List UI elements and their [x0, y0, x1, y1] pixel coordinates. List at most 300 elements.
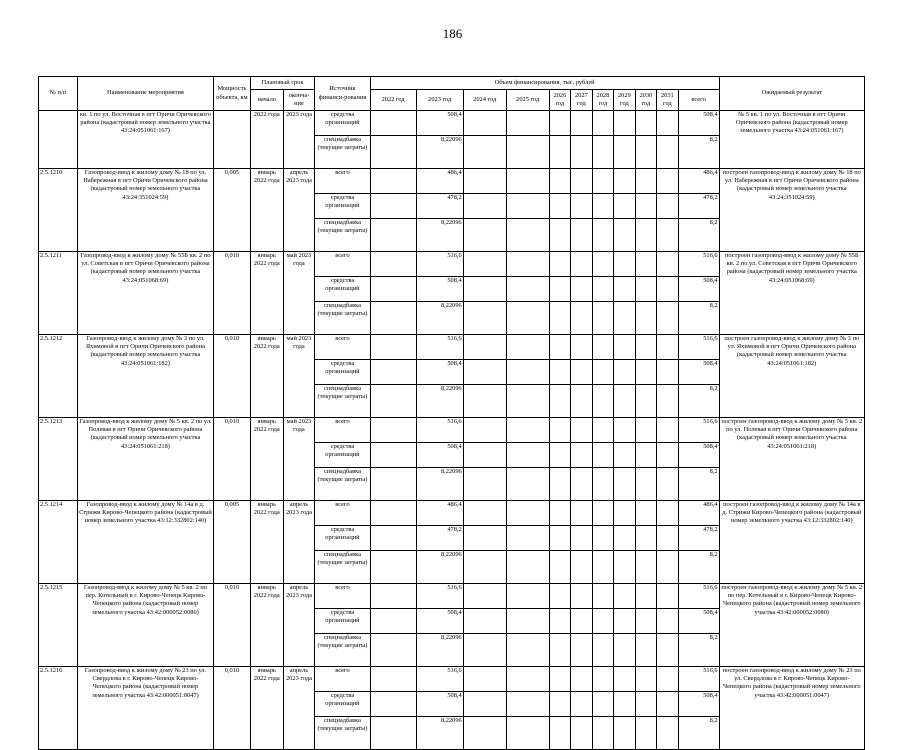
- table-row: [39, 584, 865, 609]
- year-value-cell: [635, 634, 656, 667]
- year-value-cell: [592, 169, 613, 194]
- year-value-cell: [635, 717, 656, 750]
- row-source: спецнадбавка (текущие затраты): [315, 219, 370, 252]
- total-value-cell: 508,4: [678, 111, 719, 136]
- year-value-cell: [635, 302, 656, 335]
- year-value-cell: [506, 551, 549, 584]
- year-value-cell: [657, 418, 678, 443]
- year-value-cell: 486,4: [416, 169, 463, 194]
- year-value-cell: [592, 302, 613, 335]
- year-value-cell: 8,22096: [416, 136, 463, 169]
- row-result: построен газопровод-ввод к жилому дому № 3 по ул. Яхимовой в пгт Оричи Оричевского района (кадастровый номер земельного участка 43:24:051061:182): [719, 335, 864, 418]
- year-value-cell: [592, 418, 613, 443]
- table-row: [39, 335, 865, 360]
- year-value-cell: [614, 219, 635, 252]
- year-value-cell: [549, 136, 570, 169]
- year-value-cell: 8,22096: [416, 634, 463, 667]
- year-value-cell: [463, 277, 506, 302]
- year-value-cell: [370, 111, 416, 136]
- row-name: Газопровод-ввод к жилому дому № 55Б кв. 2 по ул. Советская в пгт Оричи Оричевского района (кадастровый номер земельного участка 43:24:051068:69): [77, 252, 213, 335]
- year-value-cell: [506, 111, 549, 136]
- row-source: средства организаций: [315, 360, 370, 385]
- year-value-cell: [657, 468, 678, 501]
- year-value-cell: [370, 194, 416, 219]
- total-value-cell: 8,2: [678, 717, 719, 750]
- row-source: средства организаций: [315, 194, 370, 219]
- year-value-cell: [370, 634, 416, 667]
- year-value-cell: [592, 634, 613, 667]
- year-value-cell: [463, 360, 506, 385]
- year-value-cell: [635, 136, 656, 169]
- row-end: апрель 2023 года: [283, 169, 315, 252]
- year-value-cell: [463, 136, 506, 169]
- table-row: [39, 252, 865, 277]
- year-value-cell: [549, 277, 570, 302]
- row-source: спецнадбавка (текущие затраты): [315, 717, 370, 750]
- year-value-cell: [506, 194, 549, 219]
- total-value-cell: 486,4: [678, 169, 719, 194]
- row-source: всего: [315, 169, 370, 194]
- year-value-cell: [549, 526, 570, 551]
- year-value-cell: 8,22096: [416, 717, 463, 750]
- header-year: 2023 год: [416, 90, 463, 111]
- year-value-cell: [657, 136, 678, 169]
- header-year: 2025 год: [506, 90, 549, 111]
- row-name: кв. 1 по ул. Восточная в пгт Оричи Оричевского района (кадастровый номер земельного участка 43:24:051061:167): [77, 111, 213, 169]
- year-value-cell: [657, 667, 678, 692]
- header-result: Ожидаемый результат: [719, 77, 864, 111]
- year-value-cell: [463, 194, 506, 219]
- header-year: 2028 год: [592, 90, 613, 111]
- table-row: [39, 501, 865, 526]
- year-value-cell: [463, 443, 506, 468]
- year-value-cell: [635, 252, 656, 277]
- year-value-cell: [506, 526, 549, 551]
- total-value-cell: 508,4: [678, 277, 719, 302]
- year-value-cell: [592, 526, 613, 551]
- header-end: оконча-ние: [283, 90, 315, 111]
- row-end: 2023 года: [283, 111, 315, 169]
- year-value-cell: [614, 418, 635, 443]
- year-value-cell: [463, 111, 506, 136]
- year-value-cell: [549, 111, 570, 136]
- row-end: апрель 2023 года: [283, 584, 315, 667]
- year-value-cell: [657, 277, 678, 302]
- row-num: 2.5.1216: [39, 667, 78, 750]
- row-source: всего: [315, 252, 370, 277]
- year-value-cell: [657, 551, 678, 584]
- year-value-cell: [592, 360, 613, 385]
- year-value-cell: [657, 335, 678, 360]
- year-value-cell: [635, 418, 656, 443]
- year-value-cell: [571, 551, 592, 584]
- year-value-cell: [635, 111, 656, 136]
- year-value-cell: [571, 136, 592, 169]
- year-value-cell: [506, 335, 549, 360]
- year-value-cell: [657, 609, 678, 634]
- year-value-cell: [506, 634, 549, 667]
- year-value-cell: [571, 418, 592, 443]
- year-value-cell: [370, 526, 416, 551]
- year-value-cell: [549, 443, 570, 468]
- year-value-cell: [463, 667, 506, 692]
- row-start: январь 2022 года: [250, 335, 283, 418]
- year-value-cell: [463, 468, 506, 501]
- year-value-cell: [549, 501, 570, 526]
- year-value-cell: [549, 468, 570, 501]
- total-value-cell: 508,4: [678, 360, 719, 385]
- row-result: построен газопровод-ввод к жилому дому № 55Б кв. 2 по ул. Советская в пгт Оричи Оричевского района (кадастровый номер земельного участка 43:24:051068:69): [719, 252, 864, 335]
- row-end: май 2023 года: [283, 252, 315, 335]
- row-source: всего: [315, 335, 370, 360]
- row-num: 2.5.1215: [39, 584, 78, 667]
- year-value-cell: [635, 584, 656, 609]
- year-value-cell: [614, 277, 635, 302]
- row-result: № 5 кв. 1 по ул. Восточная в пгт Оричи Оричевского района (кадастровый номер земельного участка 43:24:051061:167): [719, 111, 864, 169]
- year-value-cell: [549, 717, 570, 750]
- row-source: средства организаций: [315, 443, 370, 468]
- year-value-cell: [506, 302, 549, 335]
- year-value-cell: [506, 360, 549, 385]
- year-value-cell: [592, 111, 613, 136]
- year-value-cell: [614, 194, 635, 219]
- year-value-cell: [370, 360, 416, 385]
- year-value-cell: [614, 302, 635, 335]
- year-value-cell: [571, 194, 592, 219]
- year-value-cell: [614, 501, 635, 526]
- row-result: построен газопровод-ввод к жилому дому № 14а в д. Стрижи Кирово-Чепецкого района (кадастровый номер земельного участка 43:12:332802:140): [719, 501, 864, 584]
- year-value-cell: [592, 667, 613, 692]
- year-value-cell: [657, 169, 678, 194]
- year-value-cell: [657, 692, 678, 717]
- table-header: [39, 77, 865, 111]
- row-name: Газопровод-ввод к жилому дому № 18 по ул. Набережная в пгт Оричи Оричевского района (кадастровый номер земельного участка 43:24:351024:59): [77, 169, 213, 252]
- year-value-cell: [463, 335, 506, 360]
- total-value-cell: 516,6: [678, 418, 719, 443]
- year-value-cell: [549, 252, 570, 277]
- year-value-cell: 508,4: [416, 443, 463, 468]
- year-value-cell: [614, 252, 635, 277]
- year-value-cell: [657, 111, 678, 136]
- row-num: 2.5.1214: [39, 501, 78, 584]
- year-value-cell: [370, 584, 416, 609]
- year-value-cell: [592, 551, 613, 584]
- year-value-cell: [506, 169, 549, 194]
- row-source: средства организаций: [315, 111, 370, 136]
- total-value-cell: 478,2: [678, 194, 719, 219]
- year-value-cell: [635, 609, 656, 634]
- year-value-cell: [463, 219, 506, 252]
- year-value-cell: [571, 692, 592, 717]
- year-value-cell: [571, 443, 592, 468]
- year-value-cell: [549, 609, 570, 634]
- year-value-cell: [571, 667, 592, 692]
- year-value-cell: [614, 443, 635, 468]
- row-source: всего: [315, 667, 370, 692]
- row-name: Газопровод-ввод к жилому дому № 3 по ул. Яхимовой в пгт Оричи Оричевского района (кадастровый номер земельного участка 43:24:051061:182): [77, 335, 213, 418]
- page-number: 186: [442, 26, 463, 41]
- total-value-cell: 8,2: [678, 302, 719, 335]
- total-value-cell: 478,2: [678, 526, 719, 551]
- year-value-cell: [463, 692, 506, 717]
- row-source: спецнадбавка (текущие затраты): [315, 468, 370, 501]
- year-value-cell: [592, 277, 613, 302]
- row-source: спецнадбавка (текущие затраты): [315, 385, 370, 418]
- year-value-cell: [549, 584, 570, 609]
- year-value-cell: [592, 609, 613, 634]
- year-value-cell: [614, 692, 635, 717]
- year-value-cell: [614, 634, 635, 667]
- year-value-cell: [506, 609, 549, 634]
- year-value-cell: 508,4: [416, 609, 463, 634]
- year-value-cell: [614, 136, 635, 169]
- year-value-cell: [463, 526, 506, 551]
- year-value-cell: [571, 335, 592, 360]
- year-value-cell: [592, 501, 613, 526]
- year-value-cell: [571, 385, 592, 418]
- year-value-cell: [614, 667, 635, 692]
- row-start: январь 2022 года: [250, 252, 283, 335]
- year-value-cell: [657, 360, 678, 385]
- year-value-cell: [370, 277, 416, 302]
- table-row: [39, 169, 865, 194]
- year-value-cell: [635, 169, 656, 194]
- row-num: 2.5.1210: [39, 169, 78, 252]
- year-value-cell: [657, 302, 678, 335]
- row-capacity: 0,010: [214, 335, 251, 418]
- year-value-cell: [635, 468, 656, 501]
- row-start: январь 2022 года: [250, 667, 283, 750]
- year-value-cell: [506, 468, 549, 501]
- year-value-cell: [614, 717, 635, 750]
- row-num: [39, 111, 78, 169]
- row-result: построен газопровод-ввод к жилому дому № 5 кв. 2 по ул. Полевая в пгт Оричи Оричевского района (кадастровый номер земельного участка 43:24:051061:218): [719, 418, 864, 501]
- year-value-cell: [571, 277, 592, 302]
- row-start: январь 2022 года: [250, 418, 283, 501]
- year-value-cell: [463, 609, 506, 634]
- year-value-cell: 508,4: [416, 111, 463, 136]
- row-capacity: 0,005: [214, 501, 251, 584]
- year-value-cell: 8,22096: [416, 551, 463, 584]
- year-value-cell: [506, 501, 549, 526]
- table-body: [39, 111, 865, 750]
- year-value-cell: [370, 551, 416, 584]
- year-value-cell: [571, 609, 592, 634]
- year-value-cell: [549, 385, 570, 418]
- header-source: Источник финанси-рования: [315, 77, 370, 111]
- total-value-cell: 516,6: [678, 252, 719, 277]
- total-value-cell: 508,4: [678, 609, 719, 634]
- year-value-cell: 508,4: [416, 360, 463, 385]
- year-value-cell: [657, 385, 678, 418]
- table-row: [39, 418, 865, 443]
- year-value-cell: [614, 468, 635, 501]
- year-value-cell: [657, 526, 678, 551]
- year-value-cell: [592, 584, 613, 609]
- year-value-cell: [592, 717, 613, 750]
- year-value-cell: [549, 418, 570, 443]
- year-value-cell: [370, 335, 416, 360]
- year-value-cell: [614, 551, 635, 584]
- year-value-cell: [370, 302, 416, 335]
- year-value-cell: [592, 136, 613, 169]
- year-value-cell: [370, 717, 416, 750]
- year-value-cell: [657, 634, 678, 667]
- row-name: Газопровод-ввод к жилому дому № 23 по ул. Свердлова в г. Кирово-Чепецк Кирово-Чепецкого района (кадастровый номер земельного участка 43:42:000051:0047): [77, 667, 213, 750]
- year-value-cell: [571, 584, 592, 609]
- total-value-cell: 508,4: [678, 692, 719, 717]
- year-value-cell: 516,6: [416, 584, 463, 609]
- year-value-cell: [506, 385, 549, 418]
- row-capacity: 0,010: [214, 584, 251, 667]
- header-capacity: Мощность объекта, км: [214, 77, 251, 111]
- year-value-cell: [635, 219, 656, 252]
- year-value-cell: [635, 335, 656, 360]
- header-total: всего: [678, 90, 719, 111]
- year-value-cell: [463, 302, 506, 335]
- year-value-cell: 8,22096: [416, 302, 463, 335]
- year-value-cell: [370, 501, 416, 526]
- year-value-cell: [657, 194, 678, 219]
- table-row: [39, 667, 865, 692]
- year-value-cell: [571, 111, 592, 136]
- row-result: построен газопровод-ввод к жилому дому № 18 по ул. Набережная в пгт Оричи Оричевского района (кадастровый номер земельного участка 43:24:351024:59): [719, 169, 864, 252]
- year-value-cell: [463, 634, 506, 667]
- year-value-cell: [657, 252, 678, 277]
- row-result: построен газопровод-ввод к жилому дому № 23 по ул. Свердлова в г. Кирово-Чепецк Кирово-Чепецкого района (кадастровый номер земельного участка 43:42:000051:0047): [719, 667, 864, 750]
- year-value-cell: [571, 717, 592, 750]
- year-value-cell: 486,4: [416, 501, 463, 526]
- year-value-cell: [370, 418, 416, 443]
- year-value-cell: [506, 443, 549, 468]
- header-start: начало: [250, 90, 283, 111]
- year-value-cell: [370, 468, 416, 501]
- total-value-cell: 8,2: [678, 551, 719, 584]
- year-value-cell: [506, 717, 549, 750]
- year-value-cell: 516,6: [416, 418, 463, 443]
- year-value-cell: [549, 194, 570, 219]
- row-name: Газопровод-ввод к жилому дому № 14а в д. Стрижи Кирово-Чепецкого района (кадастровый номер земельного участка 43:12:332802:140): [77, 501, 213, 584]
- year-value-cell: [506, 219, 549, 252]
- year-value-cell: 516,6: [416, 667, 463, 692]
- year-value-cell: [571, 468, 592, 501]
- year-value-cell: [370, 443, 416, 468]
- row-end: май 2023 года: [283, 418, 315, 501]
- year-value-cell: [635, 667, 656, 692]
- year-value-cell: 8,22096: [416, 219, 463, 252]
- year-value-cell: [614, 111, 635, 136]
- header-year: 2031 год: [657, 90, 678, 111]
- year-value-cell: [549, 692, 570, 717]
- year-value-cell: [549, 360, 570, 385]
- year-value-cell: [506, 277, 549, 302]
- row-start: 2022 года: [250, 111, 283, 169]
- year-value-cell: [571, 360, 592, 385]
- year-value-cell: [571, 252, 592, 277]
- year-value-cell: 508,4: [416, 692, 463, 717]
- year-value-cell: [571, 501, 592, 526]
- year-value-cell: 478,2: [416, 526, 463, 551]
- year-value-cell: [463, 418, 506, 443]
- year-value-cell: [571, 169, 592, 194]
- row-source: всего: [315, 501, 370, 526]
- row-source: спецнадбавка (текущие затраты): [315, 551, 370, 584]
- financing-table: [38, 76, 865, 750]
- year-value-cell: [370, 219, 416, 252]
- year-value-cell: [635, 692, 656, 717]
- year-value-cell: [506, 136, 549, 169]
- year-value-cell: [506, 418, 549, 443]
- year-value-cell: [635, 194, 656, 219]
- year-value-cell: [370, 609, 416, 634]
- year-value-cell: [657, 219, 678, 252]
- header-plan-term: Плановый срок: [250, 77, 314, 90]
- total-value-cell: 8,2: [678, 634, 719, 667]
- year-value-cell: 516,6: [416, 335, 463, 360]
- row-start: январь 2022 года: [250, 584, 283, 667]
- header-volume: Объем финансирования, тыс. рублей: [370, 77, 719, 90]
- year-value-cell: [463, 584, 506, 609]
- row-end: май 2023 года: [283, 335, 315, 418]
- row-source: средства организаций: [315, 609, 370, 634]
- year-value-cell: [463, 717, 506, 750]
- year-value-cell: [506, 667, 549, 692]
- year-value-cell: [463, 551, 506, 584]
- row-start: январь 2022 года: [250, 501, 283, 584]
- total-value-cell: 8,2: [678, 468, 719, 501]
- year-value-cell: [657, 584, 678, 609]
- row-source: спецнадбавка (текущие затраты): [315, 136, 370, 169]
- year-value-cell: [592, 692, 613, 717]
- header-year: 2030 год: [635, 90, 656, 111]
- year-value-cell: [614, 584, 635, 609]
- year-value-cell: [370, 252, 416, 277]
- year-value-cell: [592, 194, 613, 219]
- row-num: 2.5.1212: [39, 335, 78, 418]
- year-value-cell: [614, 609, 635, 634]
- header-year: 2029 год: [614, 90, 635, 111]
- year-value-cell: [592, 252, 613, 277]
- year-value-cell: [635, 385, 656, 418]
- row-result: построен газопровод-ввод к жилому дому № 5 кв. 2 по пер. Котельный в г. Кирово-Чепецк Кирово-Чепецкого района (кадастровый номер земельного участка 43:42:000052:0080): [719, 584, 864, 667]
- year-value-cell: [635, 360, 656, 385]
- year-value-cell: [614, 526, 635, 551]
- year-value-cell: [635, 443, 656, 468]
- year-value-cell: [370, 169, 416, 194]
- year-value-cell: 516,6: [416, 252, 463, 277]
- row-end: апрель 2023 года: [283, 667, 315, 750]
- year-value-cell: [370, 692, 416, 717]
- row-source: всего: [315, 418, 370, 443]
- row-num: 2.5.1213: [39, 418, 78, 501]
- row-source: спецнадбавка (текущие затраты): [315, 634, 370, 667]
- year-value-cell: [592, 219, 613, 252]
- year-value-cell: [571, 219, 592, 252]
- row-source: спецнадбавка (текущие затраты): [315, 302, 370, 335]
- total-value-cell: 8,2: [678, 385, 719, 418]
- year-value-cell: [592, 443, 613, 468]
- year-value-cell: [549, 169, 570, 194]
- row-source: всего: [315, 584, 370, 609]
- year-value-cell: [506, 252, 549, 277]
- row-capacity: 0,010: [214, 418, 251, 501]
- year-value-cell: [506, 584, 549, 609]
- total-value-cell: 516,6: [678, 584, 719, 609]
- year-value-cell: [635, 526, 656, 551]
- row-source: средства организаций: [315, 692, 370, 717]
- year-value-cell: [463, 252, 506, 277]
- year-value-cell: [506, 692, 549, 717]
